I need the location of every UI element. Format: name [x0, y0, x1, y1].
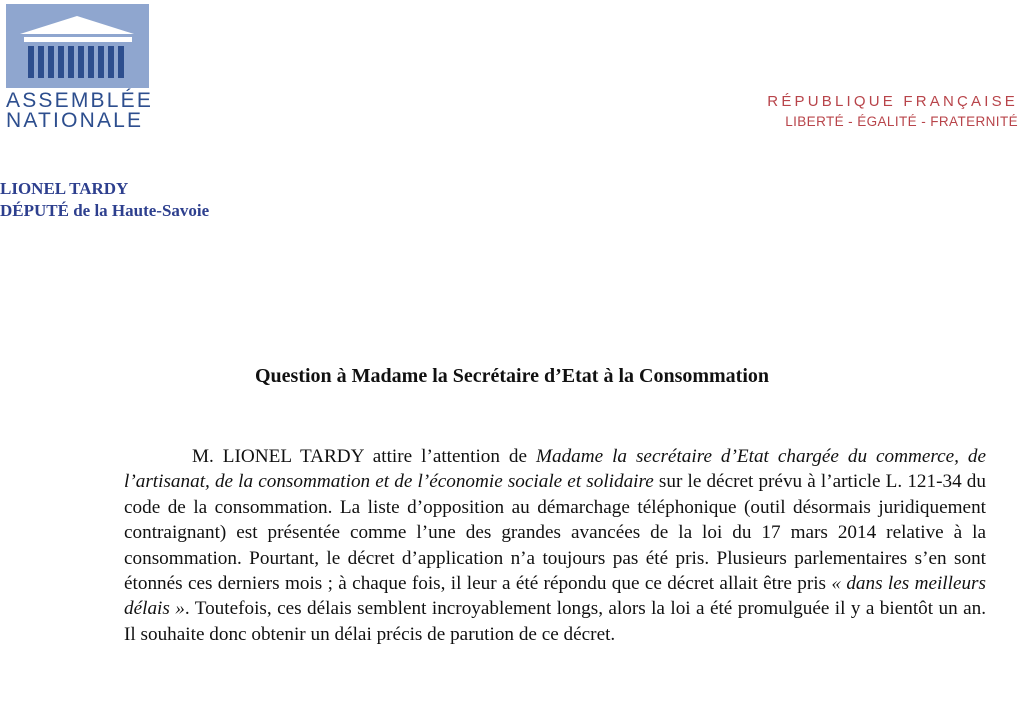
- assembly-building-icon: [6, 4, 149, 88]
- body-part-5: . Toutefois, ces délais semblent incroyablement longs, alors la loi a été promulguée il y a bientôt un an. Il souhaite donc obtenir un délai précis de parution de ce décret.: [124, 598, 986, 645]
- assemblee-nationale-logo: [6, 4, 152, 131]
- deputy-title: DÉPUTÉ de la Haute-Savoie: [0, 201, 210, 220]
- deputy-block: [0, 178, 209, 222]
- body-part-1: M. LIONEL TARDY attire l’attention de: [192, 446, 536, 467]
- document-title: Question à Madame la Secrétaire d’Etat à la Consommation: [254, 365, 770, 387]
- republic-motto: LIBERTÉ - ÉGALITÉ - FRATERNITÉ: [785, 114, 1018, 129]
- body-part-3: sur le décret prévu à l’article L. 121-34 du code de la consommation. La liste d’opposition au démarchage téléphonique (outil désormais juridiquement contraignant) est présentée comme l’une des grandes avancées de la loi du 17 mars 2014 relative à la consommation. Pourtant, le décret d’application n’a toujours pas été pris. Plusieurs parlementaires s’en sont étonnés ces derniers mois ; à chaque fois, il leur a été répondu que ce décret allait être pris: [124, 471, 986, 595]
- republic-title: RÉPUBLIQUE FRANÇAISE: [767, 93, 1018, 110]
- deputy-name: LIONEL TARDY: [0, 179, 129, 198]
- body-part-2-italic: Madame la secrétaire d’Etat chargée du commerce, de l’artisanat, de la consommation et de l’économie sociale et solidaire: [124, 446, 986, 493]
- question-body: [124, 444, 986, 647]
- body-part-4-italic: « dans les meilleurs délais »: [124, 573, 986, 620]
- logo-line-2: NATIONALE: [6, 109, 144, 132]
- logo-text: [6, 91, 152, 131]
- logo-line-1: ASSEMBLÉE: [6, 89, 154, 112]
- republique-francaise-header: [767, 92, 1018, 132]
